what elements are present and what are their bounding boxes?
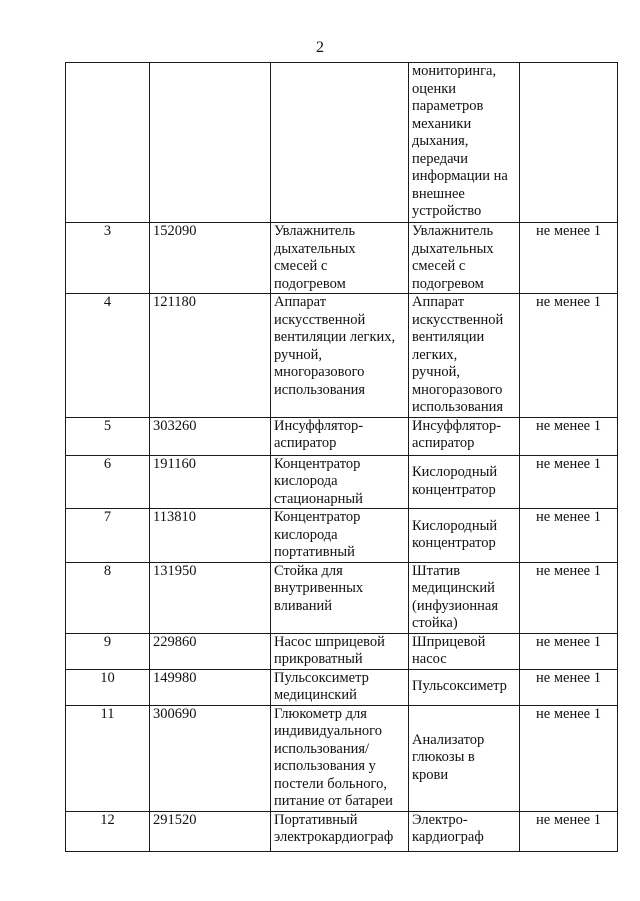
device-name-cell: Инсуффлятор- аспиратор bbox=[271, 417, 409, 455]
code-cell: 121180 bbox=[150, 294, 271, 418]
device-type-cell: Инсуффлятор- аспиратор bbox=[409, 417, 520, 455]
device-name-cell: Концентратор кислорода стационарный bbox=[271, 455, 409, 509]
device-name-cell: Пульсоксиметр медицинский bbox=[271, 669, 409, 705]
table-row bbox=[66, 509, 618, 563]
quantity-cell: не менее 1 bbox=[520, 223, 618, 294]
device-type-cell: Увлажнитель дыхательных смесей с подогревом bbox=[409, 223, 520, 294]
row-number-cell: 9 bbox=[66, 633, 150, 669]
page-number: 2 bbox=[316, 39, 324, 56]
row-number-cell: 4 bbox=[66, 294, 150, 418]
quantity-cell: не менее 1 bbox=[520, 562, 618, 633]
table-row bbox=[66, 417, 618, 455]
device-type-cell: Шприцевой насос bbox=[409, 633, 520, 669]
device-type-cell: Пульсоксиметр bbox=[409, 669, 520, 705]
device-type-cell: мониторинга, оценки параметров механики дыхания, передачи информации на внешнее устройство bbox=[409, 63, 520, 223]
quantity-cell: не менее 1 bbox=[520, 509, 618, 563]
code-cell: 191160 bbox=[150, 455, 271, 509]
table-row bbox=[66, 669, 618, 705]
device-name-cell bbox=[271, 63, 409, 223]
row-number-cell: 5 bbox=[66, 417, 150, 455]
table-row bbox=[66, 633, 618, 669]
quantity-cell: не менее 1 bbox=[520, 633, 618, 669]
code-cell bbox=[150, 63, 271, 223]
quantity-cell: не менее 1 bbox=[520, 705, 618, 811]
quantity-cell: не менее 1 bbox=[520, 669, 618, 705]
row-number-cell bbox=[66, 63, 150, 223]
table-row bbox=[66, 294, 618, 418]
equipment-table bbox=[65, 62, 618, 852]
code-cell: 229860 bbox=[150, 633, 271, 669]
device-name-cell: Аппарат искусственной вентиляции легких, ручной, многоразового использования bbox=[271, 294, 409, 418]
device-name-cell: Глюкометр для индивидуального использования/ использования у постели больного, питание от батареи bbox=[271, 705, 409, 811]
device-type-cell: Анализатор глюкозы в крови bbox=[409, 705, 520, 811]
device-type-cell: Штатив медицинский (инфузионная стойка) bbox=[409, 562, 520, 633]
row-number-cell: 10 bbox=[66, 669, 150, 705]
code-cell: 300690 bbox=[150, 705, 271, 811]
row-number-cell: 3 bbox=[66, 223, 150, 294]
table-row bbox=[66, 705, 618, 811]
code-cell: 149980 bbox=[150, 669, 271, 705]
row-number-cell: 7 bbox=[66, 509, 150, 563]
table-row bbox=[66, 63, 618, 223]
equipment-table-body bbox=[66, 63, 618, 852]
device-type-cell: Кислородный концентратор bbox=[409, 509, 520, 563]
device-name-cell: Стойка для внутривенных вливаний bbox=[271, 562, 409, 633]
row-number-cell: 6 bbox=[66, 455, 150, 509]
code-cell: 303260 bbox=[150, 417, 271, 455]
device-type-cell: Аппарат искусственной вентиляции легких, ручной, многоразового использования bbox=[409, 294, 520, 418]
table-row bbox=[66, 811, 618, 851]
table-row bbox=[66, 455, 618, 509]
quantity-cell: не менее 1 bbox=[520, 417, 618, 455]
row-number-cell: 11 bbox=[66, 705, 150, 811]
code-cell: 131950 bbox=[150, 562, 271, 633]
device-name-cell: Насос шприцевой прикроватный bbox=[271, 633, 409, 669]
device-type-cell: Электро- кардиограф bbox=[409, 811, 520, 851]
code-cell: 152090 bbox=[150, 223, 271, 294]
table-row bbox=[66, 223, 618, 294]
table-row bbox=[66, 562, 618, 633]
quantity-cell: не менее 1 bbox=[520, 455, 618, 509]
quantity-cell: не менее 1 bbox=[520, 294, 618, 418]
quantity-cell bbox=[520, 63, 618, 223]
code-cell: 113810 bbox=[150, 509, 271, 563]
device-name-cell: Портативный электрокардиограф bbox=[271, 811, 409, 851]
quantity-cell: не менее 1 bbox=[520, 811, 618, 851]
code-cell: 291520 bbox=[150, 811, 271, 851]
row-number-cell: 8 bbox=[66, 562, 150, 633]
device-name-cell: Увлажнитель дыхательных смесей с подогревом bbox=[271, 223, 409, 294]
device-type-cell: Кислородный концентратор bbox=[409, 455, 520, 509]
row-number-cell: 12 bbox=[66, 811, 150, 851]
device-name-cell: Концентратор кислорода портативный bbox=[271, 509, 409, 563]
